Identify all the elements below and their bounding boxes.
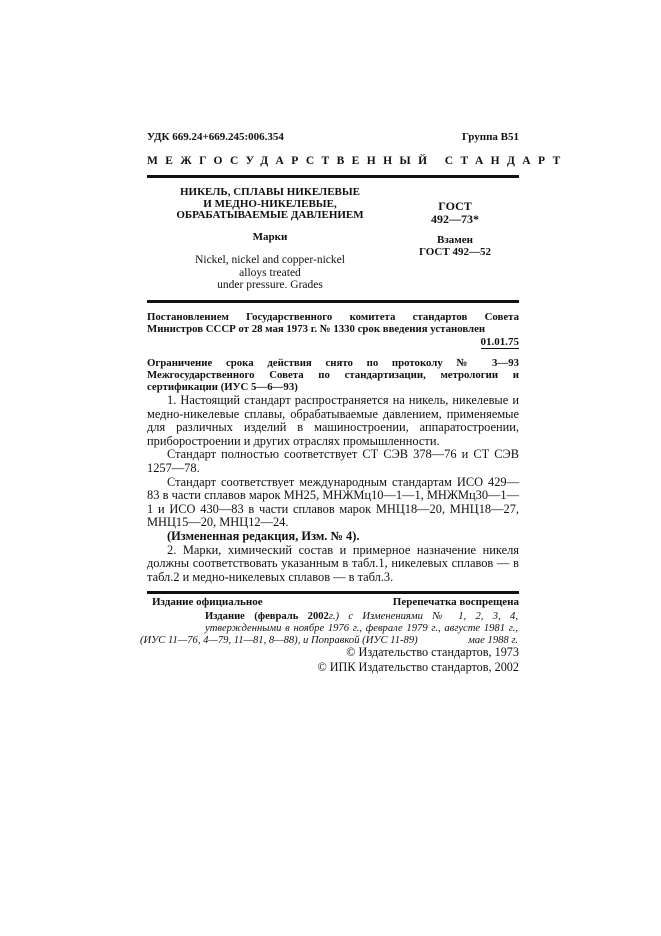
gost-number bbox=[405, 200, 505, 225]
copyright-line: © ИПК Издательство стандартов, 2002 bbox=[317, 660, 519, 674]
copyright-block bbox=[317, 645, 519, 675]
official-edition-label: Издание официальное bbox=[152, 596, 263, 608]
udk-code: УДК 669.24+669.245:006.354 bbox=[147, 131, 284, 143]
edition-references: (ИУС 11—76, 4—79, 11—81, 8—88), и Поправкой (ИУС 11-89) bbox=[140, 635, 418, 646]
title-line: ОБРАБАТЫВАЕМЫЕ ДАВЛЕНИЕМ bbox=[176, 209, 364, 221]
edition-italic: г.) с Изменениями № 1, 2, 3, 4, утвержденными в ноябре 1976 г., феврале 1979 г., августе 1981 г., мае 1988 г. bbox=[205, 611, 518, 646]
divider bbox=[147, 300, 519, 303]
paragraph: 2. Марки, химический состав и примерное назначение никеля должны соответствовать указанным в табл.1, никелевых сплавов — в табл.2 и медно-никелевых сплавов — в табл.3. bbox=[147, 542, 519, 584]
reprint-prohibited-label: Перепечатка воспрещена bbox=[392, 596, 519, 608]
edition-bold: Издание (февраль 2002 bbox=[205, 611, 329, 622]
paragraph: 1. Настоящий стандарт распространяется на никель, никелевые и медно-никелевые сплавы, обрабатываемые давлением, применяемые для различных изделий в машиностроении, аппаратостроении, приборостроении и других отраслях промышленности. bbox=[147, 393, 519, 448]
english-title bbox=[160, 254, 380, 292]
divider bbox=[147, 591, 519, 594]
effective-date: 01.01.75 bbox=[480, 336, 519, 348]
title-line: И МЕДНО-НИКЕЛЕВЫЕ, bbox=[203, 197, 337, 210]
document-title bbox=[160, 187, 380, 222]
standard-type-heading: МЕЖГОСУДАРСТВЕННЫЙ СТАНДАРТ bbox=[147, 155, 568, 167]
paragraph: Стандарт соответствует международным стандартам ИСО 429—83 в части сплавов марок МН25, МНЖМц10—1—1, МНЖМц30—1—1 и ИСО 430—83 в части сплавов марок МНЦ18—20, МНЦ18—27, МНЦ15—20, МНЦ12—24. bbox=[147, 474, 519, 530]
limitation-text: Ограничение срока действия снято по протоколу № 3—93 Межгосударственного Совета по стандартизации, метрологии и сертификации (ИУС 5—6—93) bbox=[147, 357, 519, 394]
paragraph: Стандарт полностью соответствует СТ СЭВ 378—76 и СТ СЭВ 1257—78. bbox=[147, 447, 519, 475]
body-text bbox=[147, 394, 519, 584]
amendment-note: (Измененная редакция, Изм. № 4). bbox=[167, 528, 360, 543]
gost-line: ГОСТ bbox=[438, 199, 472, 213]
copyright-line: © Издательство стандартов, 1973 bbox=[346, 645, 519, 659]
english-line: alloys treated bbox=[239, 266, 301, 279]
replaces-line: Взамен bbox=[437, 234, 473, 246]
english-line: Nickel, nickel and copper-nickel bbox=[195, 254, 345, 266]
replaces-line: ГОСТ 492—52 bbox=[419, 245, 491, 258]
document-subtitle: Марки bbox=[252, 231, 288, 243]
divider bbox=[147, 175, 519, 178]
gost-line: 492—73* bbox=[431, 211, 479, 226]
english-line: under pressure. Grades bbox=[217, 279, 323, 291]
group-code: Группа В51 bbox=[461, 131, 519, 143]
decree-text: Постановлением Государственного комитета стандартов Совета Министров СССР от 28 мая 1973 г. № 1330 срок введения установлен bbox=[147, 311, 519, 336]
title-line: НИКЕЛЬ, СПЛАВЫ НИКЕЛЕВЫЕ bbox=[179, 186, 361, 198]
replaces-gost bbox=[405, 235, 505, 258]
